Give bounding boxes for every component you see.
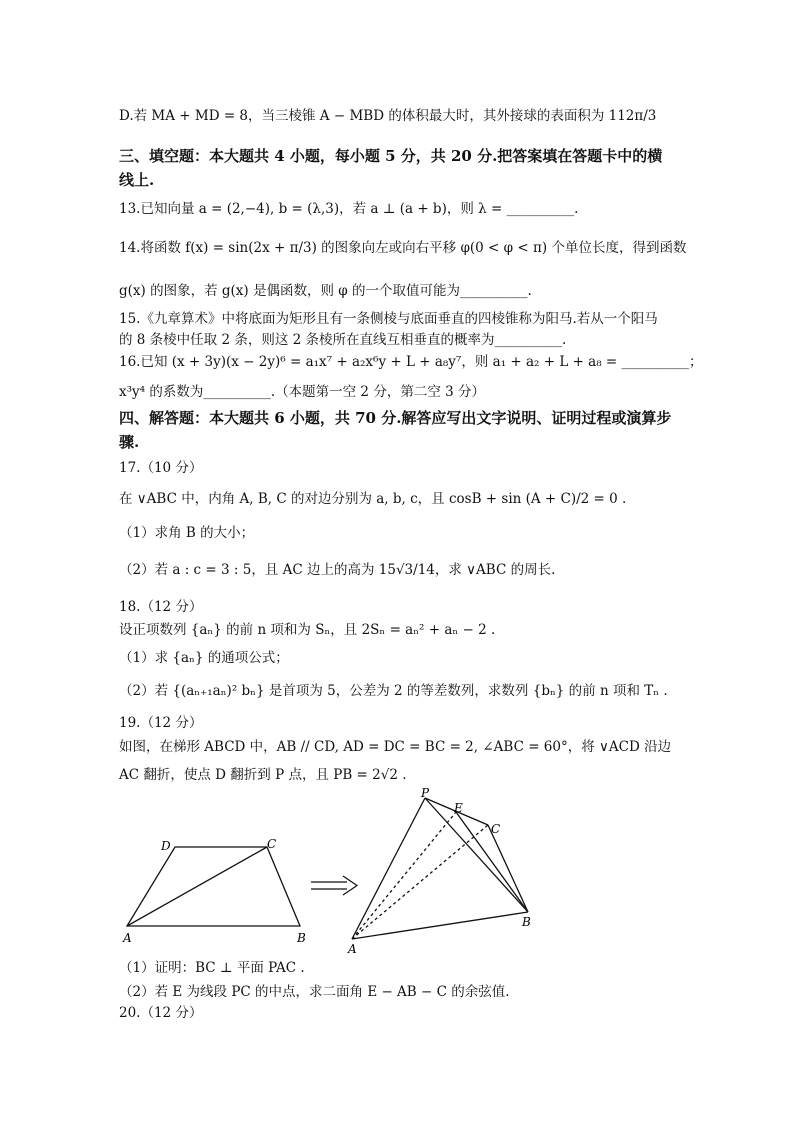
question-15-line1: 15.《九章算术》中将底面为矩形且有一条侧棱与底面垂直的四棱锥称为阳马.若从一个阳马 — [119, 311, 658, 327]
tetrahedron-pabc — [352, 798, 528, 939]
question-19-body-line1: 如图，在梯形 ABCD 中，AB // CD, AD = DC = BC = 2, ∠ABC = 60°，将 ∨ACD 沿边 — [119, 739, 672, 755]
option-d: D.若 MA + MD = 8，当三棱锥 A − MBD 的体积最大时，其外接球的表面积为 112π/3 — [119, 108, 657, 124]
label-b-right: B — [522, 915, 531, 929]
question-14-line2: g(x) 的图象，若 g(x) 是偶函数，则 φ 的一个取值可能为__________. — [119, 283, 532, 299]
label-a-left: A — [123, 931, 132, 945]
section-4-heading-cont: 骤. — [119, 433, 140, 451]
question-16-line1: 16.已知 (x + 3y)(x − 2y)⁶ = a₁x⁷ + a₂x⁶y + L + a₈y⁷，则 a₁ + a₂ + L + a₈ = __________； — [119, 354, 703, 370]
question-13: 13.已知向量 a = (2,−4), b = (λ,3)，若 a ⊥ (a + b)，则 λ = __________. — [119, 201, 579, 217]
question-20-header: 20.（12 分） — [119, 1005, 203, 1021]
fold-arrow-icon — [311, 876, 357, 895]
question-19-figure — [115, 785, 545, 960]
label-c-left: C — [267, 837, 277, 851]
trapezoid-abcd — [127, 847, 300, 926]
question-18-body: 设正项数列 {aₙ} 的前 n 项和为 Sₙ，且 2Sₙ = aₙ² + aₙ − 2 . — [119, 622, 496, 638]
question-18-part2: （2）若 {(aₙ₊₁aₙ)² bₙ} 是首项为 5，公差为 2 的等差数列，求数列 {bₙ} 的前 n 项和 Tₙ . — [119, 683, 668, 699]
section-3-heading: 三、填空题：本大题共 4 小题，每小题 5 分，共 20 分.把答案填在答题卡中的横 — [119, 147, 663, 165]
section-4-heading: 四、解答题：本大题共 6 小题，共 70 分.解答应写出文字说明、证明过程或演算步 — [119, 409, 672, 427]
question-18-header: 18.（12 分） — [119, 599, 203, 615]
label-d-left: D — [161, 839, 171, 853]
question-19-part1: （1）证明：BC ⊥ 平面 PAC . — [119, 960, 305, 976]
label-e: E — [454, 801, 463, 815]
label-a-right: A — [348, 942, 357, 956]
label-b-left: B — [297, 931, 306, 945]
label-p: P — [421, 786, 430, 800]
question-18-part1: （1）求 {aₙ} 的通项公式； — [119, 650, 289, 666]
question-17-part1: （1）求角 B 的大小； — [119, 525, 255, 541]
question-19-part2: （2）若 E 为线段 PC 的中点，求二面角 E − AB − C 的余弦值. — [119, 984, 510, 1000]
question-16-line2: x³y⁴ 的系数为__________.（本题第一空 2 分，第二空 3 分） — [119, 384, 485, 400]
label-c-right: C — [491, 822, 501, 836]
question-17-body: 在 ∨ABC 中，内角 A, B, C 的对边分别为 a, b, c，且 cosB + sin (A + C)/2 = 0 . — [119, 491, 627, 507]
question-14-line1: 14.将函数 f(x) = sin(2x + π/3) 的图象向左或向右平移 φ(0 < φ < π) 个单位长度，得到函数 — [119, 240, 687, 256]
question-17-part2: （2）若 a : c = 3 : 5，且 AC 边上的高为 15√3/14，求 ∨ABC 的周长. — [119, 562, 556, 578]
question-19-body-line2: AC 翻折，使点 D 翻折到 P 点，且 PB = 2√2 . — [119, 767, 407, 783]
section-3-heading-cont: 线上. — [119, 171, 155, 189]
question-15-line2: 的 8 条棱中任取 2 条，则这 2 条棱所在直线互相垂直的概率为__________. — [119, 332, 567, 348]
question-17-header: 17.（10 分） — [119, 460, 203, 476]
question-19-header: 19.（12 分） — [119, 715, 203, 731]
